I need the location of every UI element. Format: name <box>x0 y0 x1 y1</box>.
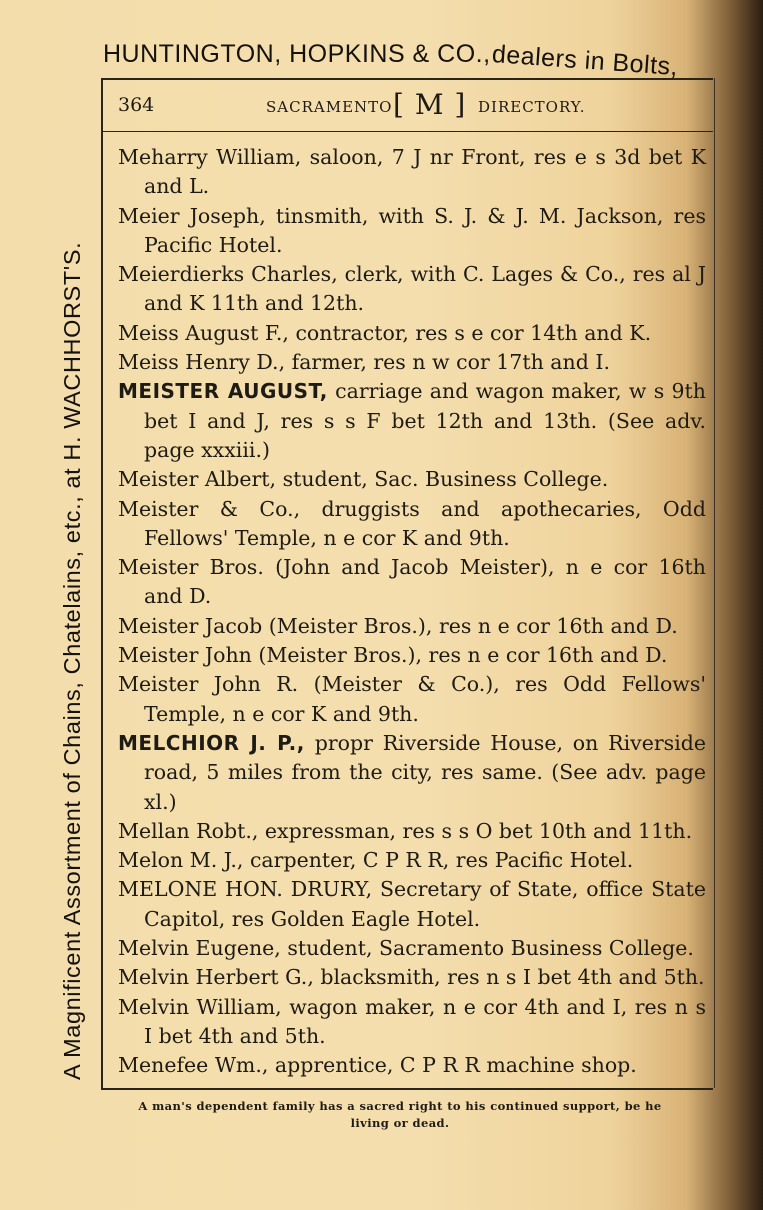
entry-details: propr Riverside House, on Riverside road, 5 miles from the city, res same. (See adv. page xl.) <box>144 730 707 814</box>
directory-entries <box>118 143 706 1081</box>
entry-name: Meister Jacob <box>118 613 263 638</box>
top-rule <box>101 78 713 80</box>
directory-entry <box>118 817 706 846</box>
entry-name: Meister & Co., <box>118 496 301 521</box>
directory-entry <box>118 963 706 992</box>
entry-name: Meister Bros. <box>118 555 264 580</box>
header-city: SACRAMENTO <box>266 98 393 116</box>
entry-details: clerk, with C. Lages & Co., res al J and K 11th and 12th. <box>144 262 706 316</box>
directory-entry <box>118 377 706 465</box>
directory-entry <box>118 495 706 554</box>
top-advertisement <box>103 40 723 82</box>
entry-name: MELCHIOR J. P., <box>118 730 305 755</box>
entry-details: wagon maker, n e cor 4th and I, res n s I bet 4th and 5th. <box>144 994 706 1048</box>
header-label: DIRECTORY. <box>478 98 586 116</box>
entry-name: Meharry William, <box>118 145 302 169</box>
side-advertisement: A Magnificent Assortment of Chains, Chatelains, etc., at H. WACHHORST'S. <box>59 241 85 1080</box>
header-rule <box>101 131 713 132</box>
entry-details: saloon, 7 J nr Front, res e s 3d bet K and L. <box>144 145 707 199</box>
directory-entry <box>118 260 706 319</box>
entry-details: student, Sacramento Business College. <box>280 936 694 961</box>
directory-entry <box>118 641 706 670</box>
entry-details: carpenter, C P R R, res Pacific Hotel. <box>243 848 634 873</box>
entry-details: (Meister Bros.), res n e cor 16th and D. <box>251 643 668 668</box>
directory-entry <box>118 348 706 377</box>
entry-details: expressman, res s s O bet 10th and 11th. <box>258 818 693 843</box>
entry-details: (Meister & Co.), res Odd Fellows' Temple, n e cor K and 9th. <box>144 672 706 726</box>
entry-name: Meierdierks Charles, <box>118 262 338 287</box>
entry-name: Melvin Herbert G., <box>118 965 314 990</box>
entry-details: druggists and apothecaries, Odd Fellows' Temple, n e cor K and 9th. <box>144 496 706 550</box>
entry-name: Meiss Henry D., <box>118 350 286 375</box>
entry-details: blacksmith, res n s I bet 4th and 5th. <box>313 965 705 990</box>
entry-details: farmer, res n w cor 17th and I. <box>285 350 610 375</box>
footer-line-1: A man's dependent family has a sacred right to his continued support, be he <box>138 1099 662 1113</box>
directory-entry <box>118 465 706 494</box>
entry-name: Melon M. J., <box>118 848 244 873</box>
entry-name: Melvin Eugene, <box>118 936 281 961</box>
entry-name: MEISTER AUGUST, <box>118 379 328 404</box>
directory-entry <box>118 729 706 817</box>
directory-entry <box>118 993 706 1052</box>
page-number: 364 <box>118 94 155 116</box>
directory-entry <box>118 612 706 641</box>
directory-entry <box>118 934 706 963</box>
entry-name: Meier Joseph, <box>118 203 266 228</box>
directory-entry <box>118 670 706 729</box>
entry-details: Secretary of State, office State Capitol, res Golden Eagle Hotel. <box>144 877 707 931</box>
directory-entry <box>118 202 706 261</box>
entry-name: Melvin William, <box>118 994 282 1019</box>
footer-motto <box>100 1098 700 1132</box>
top-advert-main: HUNTINGTON, HOPKINS & CO., <box>103 40 491 68</box>
entry-name: Menefee Wm., <box>118 1053 269 1078</box>
bottom-rule <box>101 1088 713 1090</box>
directory-entry <box>118 553 706 612</box>
entry-details: apprentice, C P R R machine shop. <box>268 1053 637 1078</box>
directory-entry <box>118 1051 706 1080</box>
header-letter: [ M ] <box>393 88 467 121</box>
top-advert-tail: dealers in Bolts, <box>490 40 679 82</box>
entry-details: (John and Jacob Meister), n e cor 16th and D. <box>144 555 706 609</box>
entry-name: Meister Albert, <box>118 467 277 492</box>
directory-entry <box>118 846 706 875</box>
directory-entry <box>118 319 706 348</box>
entry-details: tinsmith, with S. J. & J. M. Jackson, res Pacific Hotel. <box>144 203 706 257</box>
entry-name: MELONE HON. DRURY, <box>118 877 373 902</box>
footer-line-2: living or dead. <box>350 1116 450 1130</box>
directory-entry <box>118 875 706 934</box>
entry-details: student, Sac. Business College. <box>276 467 609 492</box>
directory-entry <box>118 143 706 202</box>
entry-details: carriage and wagon maker, w s 9th bet I and J, res s s F bet 12th and 13th. (See adv. page xxxiii.) <box>144 379 707 462</box>
entry-name: Meiss August F., <box>118 320 289 345</box>
entry-name: Meister John <box>118 643 252 668</box>
entry-name: Mellan Robt., <box>118 818 259 843</box>
entry-details: contractor, res s e cor 14th and K. <box>288 320 652 345</box>
running-header <box>118 88 708 126</box>
entry-details: (Meister Bros.), res n e cor 16th and D. <box>262 613 678 638</box>
entry-name: Meister John R. <box>118 672 299 697</box>
